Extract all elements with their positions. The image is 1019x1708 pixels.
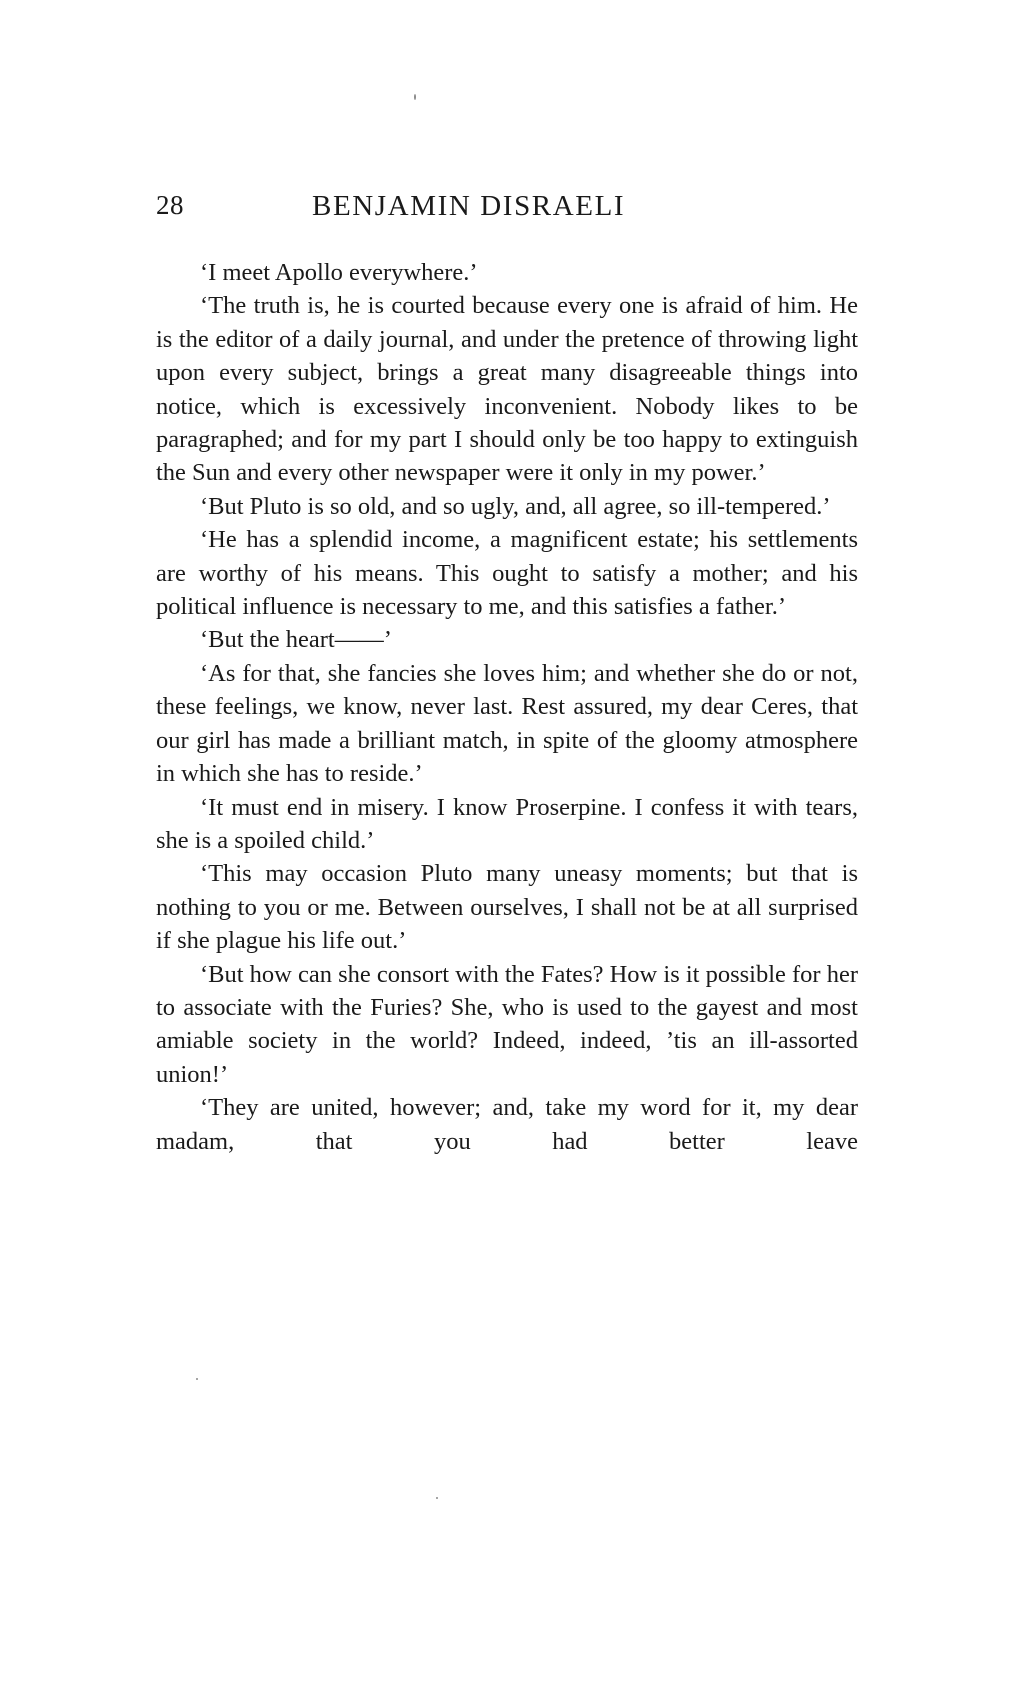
running-head: BENJAMIN DISRAELI <box>312 190 626 222</box>
page-header <box>156 190 858 230</box>
paragraph: ‘I meet Apollo everywhere.’ <box>200 259 478 286</box>
paragraph: ‘The truth is, he is courted because every one is afraid of him. He is the editor of a daily journal, and under the pretence of throwing light upon every subject, brings a great many disagreeable things into notice, which is excessively inconvenient. Nobody likes to be paragraphed; and for my part I should only be too happy to extinguish the Sun and every other newspaper were it only in my power.’ <box>156 292 858 487</box>
page-number: 28 <box>156 190 184 220</box>
paragraph: ‘They are united, however; and, take my word for it, my dear madam, that you had better leave <box>156 1094 858 1155</box>
paragraph: ‘He has a splendid income, a magnificent estate; his settlements are worthy of his means. This ought to satisfy a mother; and his political influence is necessary to me, and this satisfies a father.’ <box>156 526 858 621</box>
print-speck <box>436 1497 438 1499</box>
paragraph: ‘As for that, she fancies she loves him; and whether she do or not, these feelings, we know, never last. Rest assured, my dear Ceres, that our girl has made a brilliant match, in spite of the gloomy atmosphere in which she has to reside.’ <box>156 659 858 788</box>
paragraph: ‘But Pluto is so old, and so ugly, and, all agree, so ill-tempered.’ <box>200 492 831 520</box>
paragraph: ‘But the heart——’ <box>200 626 392 654</box>
paragraph: ‘But how can she consort with the Fates? How is it possible for her to associate with the Furies? She, who is used to the gayest and most amiable society in the world? Indeed, indeed, ’tis an ill-assorted union!’ <box>156 960 858 1088</box>
print-speck <box>414 94 416 100</box>
print-speck <box>196 1378 198 1380</box>
body-text <box>156 256 858 1158</box>
paragraph: ‘It must end in misery. I know Proserpine. I confess it with tears, she is a spoiled child.’ <box>156 793 858 854</box>
paragraph: ‘This may occasion Pluto many uneasy moments; but that is nothing to you or me. Between ourselves, I shall not be at all surprised if she plague his life out.’ <box>156 860 858 955</box>
